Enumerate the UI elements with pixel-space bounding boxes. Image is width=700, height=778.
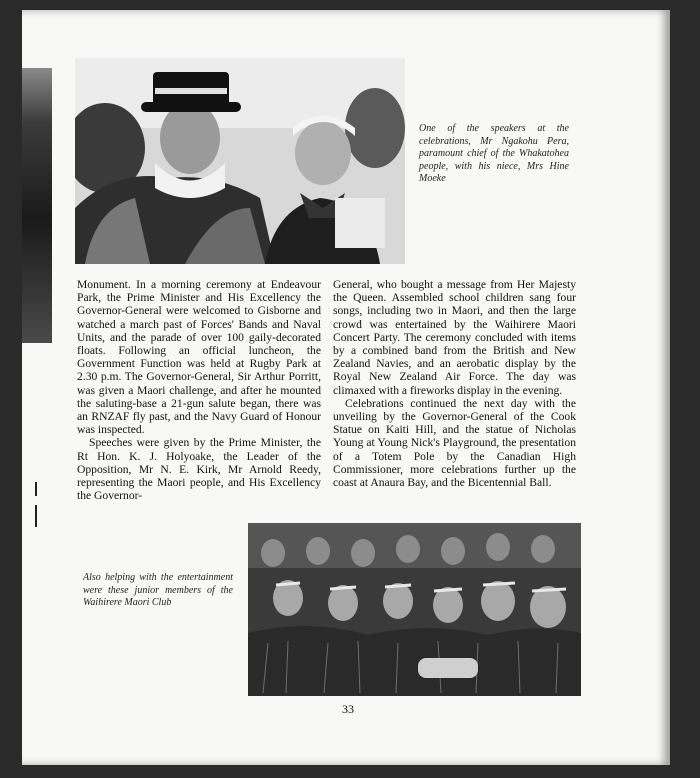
margin-mark [35,482,37,496]
text-column-left [77,278,321,502]
text-column-right [333,278,576,489]
right-paragraph-2: Celebrations continued the next day with the unveiling by the Governor-General of the Cook Statue on Kaiti Hill, and the statue of Nicholas Young at Young Nick's Playground, the presentation of a Totem Pole by the Canadian High Commissioner, more celebrations further up the coast at Anaura Bay, and the Bicentennial Ball. [333,396,576,490]
top-photo-caption: One of the speakers at the celebrations, Mr Ngakohu Pera, paramount chief of the Whakatohea people, with his niece, Mrs Hine Moeke [419,123,569,184]
right-paragraph-1: General, who bought a message from Her Majesty the Queen. Assembled school children sang four songs, including two in Maori, and then the large crowd was entertained by the Waihirere Maori Concert Party. The ceremony concluded with items by a combined band from the British and New Zealand Navies, and an aerobatic display by the Royal New Zealand Air Force. The day was climaxed with a fireworks display in the evening. [333,278,576,397]
chief-and-niece-photo [75,58,405,264]
left-paragraph-2: Speeches were given by the Prime Minister, the Rt Hon. K. J. Holyoake, the Leader of the Opposition, Mr N. E. Kirk, Mr Arnold Reedy, representing the Maori people, and His Excellency the Governor- [77,436,321,503]
margin-mark [35,505,37,527]
adjacent-page-photo [22,68,52,343]
junior-club-members-photo [248,523,581,696]
magazine-page [22,10,670,765]
left-paragraph-1: Monument. In a morning ceremony at Endeavour Park, the Prime Minister and His Excellency the Governor-General were welcomed to Gisborne and watched a march past of Forces' Bands and Naval Units, and the parade of over 100 gaily-decorated floats. Following an official luncheon, the Government Function was held at Rugby Park at 2.30 p.m. The Governor-General, Sir Arthur Porritt, was given a Maori challenge, and after he mounted the saluting-base a 21-gun salute began, there was an RNZAF fly past, and the Navy Guard of Honour was inspected. [77,278,321,437]
page-number: 33 [342,702,354,716]
bottom-photo-caption: Also helping with the entertainment were these junior members of the Waihirere Maori Club [83,572,233,608]
